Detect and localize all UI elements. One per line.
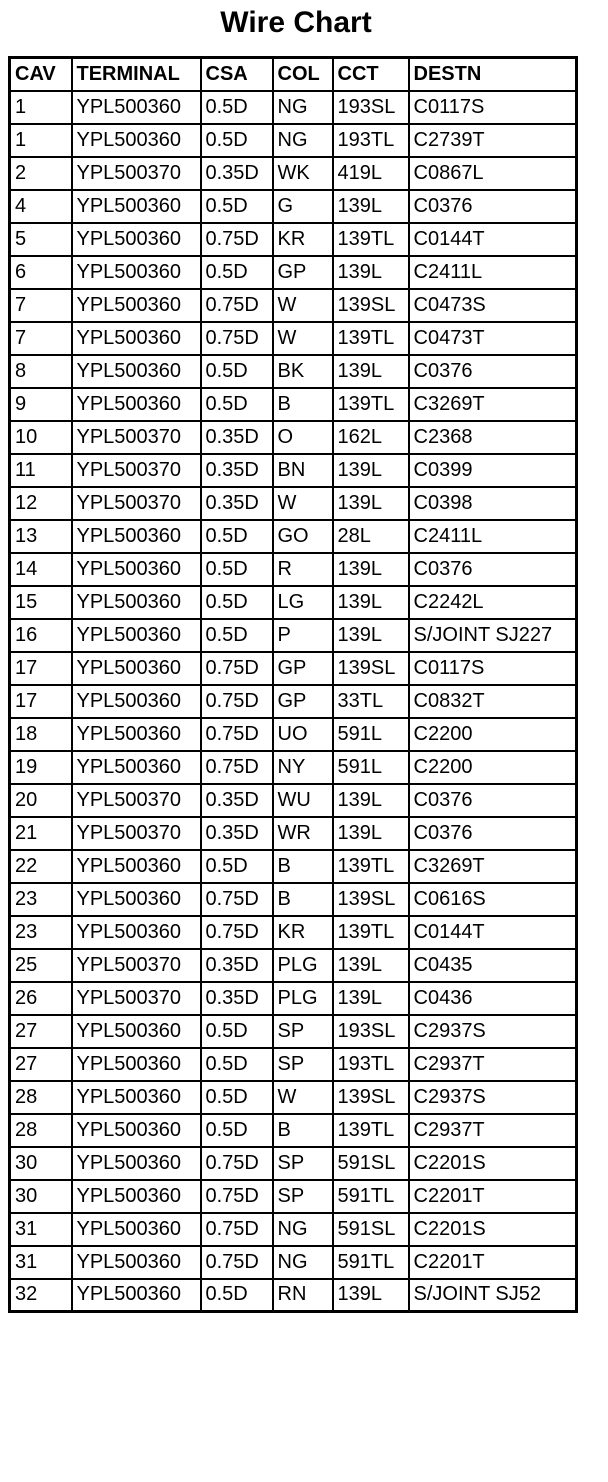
table-row — [10, 1081, 577, 1114]
terminal-cell: YPL500360 — [72, 586, 201, 619]
cav-cell: 12 — [10, 487, 72, 520]
cct-cell: 193TL — [333, 124, 409, 157]
col-cell: GP — [273, 256, 333, 289]
cct-cell: 591SL — [333, 1147, 409, 1180]
cct-cell: 139L — [333, 817, 409, 850]
terminal-cell: YPL500360 — [72, 1147, 201, 1180]
csa-cell: 0.75D — [201, 718, 273, 751]
cav-cell: 6 — [10, 256, 72, 289]
terminal-cell: YPL500360 — [72, 883, 201, 916]
page-title: Wire Chart — [220, 6, 372, 39]
cav-cell: 23 — [10, 883, 72, 916]
table-row — [10, 718, 577, 751]
csa-cell: 0.5D — [201, 586, 273, 619]
destn-cell: C2937S — [409, 1015, 577, 1048]
csa-cell: 0.75D — [201, 883, 273, 916]
csa-cell: 0.75D — [201, 751, 273, 784]
destn-cell: C0473S — [409, 289, 577, 322]
cct-cell: 139L — [333, 487, 409, 520]
destn-cell: C0832T — [409, 685, 577, 718]
cct-cell: 139TL — [333, 388, 409, 421]
csa-cell: 0.5D — [201, 91, 273, 124]
terminal-cell: YPL500360 — [72, 289, 201, 322]
csa-cell: 0.5D — [201, 520, 273, 553]
cav-cell: 26 — [10, 982, 72, 1015]
cct-cell: 139L — [333, 454, 409, 487]
destn-cell: C0376 — [409, 355, 577, 388]
cct-cell: 139L — [333, 355, 409, 388]
csa-cell: 0.5D — [201, 256, 273, 289]
terminal-cell: YPL500360 — [72, 652, 201, 685]
destn-cell: C0398 — [409, 487, 577, 520]
cav-cell: 31 — [10, 1246, 72, 1279]
table-row — [10, 487, 577, 520]
col-cell: WK — [273, 157, 333, 190]
destn-cell: C0435 — [409, 949, 577, 982]
cav-cell: 25 — [10, 949, 72, 982]
csa-cell: 0.75D — [201, 1180, 273, 1213]
table-row — [10, 223, 577, 256]
terminal-cell: YPL500360 — [72, 1048, 201, 1081]
destn-cell: C0376 — [409, 817, 577, 850]
csa-cell: 0.35D — [201, 157, 273, 190]
cct-cell: 193TL — [333, 1048, 409, 1081]
destn-cell: C3269T — [409, 850, 577, 883]
csa-cell: 0.35D — [201, 817, 273, 850]
cct-cell: 139L — [333, 949, 409, 982]
csa-cell: 0.5D — [201, 124, 273, 157]
destn-cell: C0144T — [409, 916, 577, 949]
col-cell: W — [273, 1081, 333, 1114]
table-row — [10, 1114, 577, 1147]
cct-cell: 193SL — [333, 91, 409, 124]
terminal-cell: YPL500360 — [72, 256, 201, 289]
csa-cell: 0.5D — [201, 1279, 273, 1312]
col-cell: B — [273, 1114, 333, 1147]
col-cell: P — [273, 619, 333, 652]
csa-cell: 0.5D — [201, 190, 273, 223]
table-row — [10, 619, 577, 652]
col-cell: NG — [273, 1213, 333, 1246]
table-row — [10, 982, 577, 1015]
cct-cell: 591SL — [333, 1213, 409, 1246]
destn-cell: C0117S — [409, 91, 577, 124]
col-cell: GP — [273, 652, 333, 685]
col-cell: B — [273, 883, 333, 916]
cav-cell: 15 — [10, 586, 72, 619]
cav-cell: 10 — [10, 421, 72, 454]
table-row — [10, 1015, 577, 1048]
cav-cell: 1 — [10, 91, 72, 124]
cct-cell: 139L — [333, 982, 409, 1015]
terminal-cell: YPL500360 — [72, 916, 201, 949]
cav-cell: 31 — [10, 1213, 72, 1246]
cct-cell: 139L — [333, 1279, 409, 1312]
table-row — [10, 91, 577, 124]
terminal-cell: YPL500360 — [72, 1114, 201, 1147]
terminal-cell: YPL500360 — [72, 619, 201, 652]
table-row — [10, 883, 577, 916]
table-row — [10, 1180, 577, 1213]
table-row — [10, 916, 577, 949]
wire-chart-table — [8, 56, 578, 1313]
terminal-cell: YPL500370 — [72, 817, 201, 850]
table-row — [10, 454, 577, 487]
cav-cell: 2 — [10, 157, 72, 190]
table-row — [10, 817, 577, 850]
cav-cell: 18 — [10, 718, 72, 751]
terminal-cell: YPL500370 — [72, 784, 201, 817]
cct-cell: 139L — [333, 619, 409, 652]
cct-cell: 591TL — [333, 1180, 409, 1213]
table-row — [10, 388, 577, 421]
col-cell: NY — [273, 751, 333, 784]
col-cell: RN — [273, 1279, 333, 1312]
terminal-cell: YPL500360 — [72, 718, 201, 751]
destn-cell: C2937T — [409, 1048, 577, 1081]
csa-cell: 0.35D — [201, 784, 273, 817]
col-cell: UO — [273, 718, 333, 751]
terminal-cell: YPL500370 — [72, 949, 201, 982]
cct-cell: 139SL — [333, 883, 409, 916]
cct-cell: 139TL — [333, 916, 409, 949]
cav-cell: 20 — [10, 784, 72, 817]
terminal-cell: YPL500360 — [72, 1279, 201, 1312]
cav-cell: 17 — [10, 685, 72, 718]
table-row — [10, 289, 577, 322]
col-cell: SP — [273, 1048, 333, 1081]
col-cell: NG — [273, 91, 333, 124]
destn-cell: C0616S — [409, 883, 577, 916]
cct-cell: 139SL — [333, 652, 409, 685]
csa-cell: 0.75D — [201, 223, 273, 256]
csa-cell: 0.75D — [201, 1147, 273, 1180]
cav-cell: 22 — [10, 850, 72, 883]
cav-cell: 28 — [10, 1114, 72, 1147]
terminal-cell: YPL500370 — [72, 454, 201, 487]
cct-cell: 419L — [333, 157, 409, 190]
csa-cell: 0.5D — [201, 388, 273, 421]
terminal-cell: YPL500360 — [72, 553, 201, 586]
cct-cell: 193SL — [333, 1015, 409, 1048]
table-row — [10, 949, 577, 982]
table-row — [10, 652, 577, 685]
col-cell: LG — [273, 586, 333, 619]
col-cell: W — [273, 289, 333, 322]
header-cct: CCT — [333, 58, 409, 91]
table-row — [10, 256, 577, 289]
table-row — [10, 1048, 577, 1081]
cav-cell: 7 — [10, 322, 72, 355]
terminal-cell: YPL500360 — [72, 91, 201, 124]
table-body — [10, 91, 577, 1312]
csa-cell: 0.75D — [201, 1246, 273, 1279]
destn-cell: C2739T — [409, 124, 577, 157]
col-cell: KR — [273, 223, 333, 256]
destn-cell: S/JOINT SJ227 — [409, 619, 577, 652]
table-row — [10, 1246, 577, 1279]
destn-cell: C0376 — [409, 784, 577, 817]
table-row — [10, 190, 577, 223]
terminal-cell: YPL500360 — [72, 1213, 201, 1246]
cav-cell: 28 — [10, 1081, 72, 1114]
terminal-cell: YPL500360 — [72, 355, 201, 388]
destn-cell: C3269T — [409, 388, 577, 421]
terminal-cell: YPL500360 — [72, 223, 201, 256]
csa-cell: 0.75D — [201, 289, 273, 322]
col-cell: B — [273, 388, 333, 421]
destn-cell: C2201T — [409, 1246, 577, 1279]
cav-cell: 17 — [10, 652, 72, 685]
destn-cell: C0473T — [409, 322, 577, 355]
table-row — [10, 421, 577, 454]
cav-cell: 23 — [10, 916, 72, 949]
col-cell: WU — [273, 784, 333, 817]
cct-cell: 139SL — [333, 289, 409, 322]
csa-cell: 0.5D — [201, 553, 273, 586]
terminal-cell: YPL500360 — [72, 388, 201, 421]
destn-cell: S/JOINT SJ52 — [409, 1279, 577, 1312]
destn-cell: C2242L — [409, 586, 577, 619]
destn-cell: C2201S — [409, 1147, 577, 1180]
terminal-cell: YPL500360 — [72, 685, 201, 718]
col-cell: O — [273, 421, 333, 454]
table-row — [10, 1147, 577, 1180]
cct-cell: 139L — [333, 190, 409, 223]
csa-cell: 0.5D — [201, 1114, 273, 1147]
header-col: COL — [273, 58, 333, 91]
cav-cell: 19 — [10, 751, 72, 784]
header-cav: CAV — [10, 58, 72, 91]
cct-cell: 139TL — [333, 322, 409, 355]
cav-cell: 27 — [10, 1015, 72, 1048]
table-row — [10, 322, 577, 355]
cav-cell: 21 — [10, 817, 72, 850]
csa-cell: 0.35D — [201, 421, 273, 454]
csa-cell: 0.75D — [201, 652, 273, 685]
destn-cell: C2201S — [409, 1213, 577, 1246]
terminal-cell: YPL500360 — [72, 322, 201, 355]
csa-cell: 0.35D — [201, 949, 273, 982]
destn-cell: C0399 — [409, 454, 577, 487]
terminal-cell: YPL500360 — [72, 520, 201, 553]
cct-cell: 28L — [333, 520, 409, 553]
table-row — [10, 685, 577, 718]
table-row — [10, 850, 577, 883]
cct-cell: 139SL — [333, 1081, 409, 1114]
header-csa: CSA — [201, 58, 273, 91]
col-cell: SP — [273, 1147, 333, 1180]
table-row — [10, 784, 577, 817]
csa-cell: 0.75D — [201, 1213, 273, 1246]
col-cell: W — [273, 322, 333, 355]
csa-cell: 0.35D — [201, 487, 273, 520]
terminal-cell: YPL500360 — [72, 850, 201, 883]
col-cell: SP — [273, 1015, 333, 1048]
col-cell: NG — [273, 124, 333, 157]
table-row — [10, 1213, 577, 1246]
cav-cell: 30 — [10, 1180, 72, 1213]
destn-cell: C2411L — [409, 520, 577, 553]
cct-cell: 33TL — [333, 685, 409, 718]
cav-cell: 30 — [10, 1147, 72, 1180]
csa-cell: 0.75D — [201, 322, 273, 355]
csa-cell: 0.5D — [201, 1048, 273, 1081]
csa-cell: 0.35D — [201, 454, 273, 487]
cct-cell: 162L — [333, 421, 409, 454]
destn-cell: C2368 — [409, 421, 577, 454]
table-row — [10, 355, 577, 388]
csa-cell: 0.5D — [201, 1015, 273, 1048]
terminal-cell: YPL500360 — [72, 1180, 201, 1213]
destn-cell: C0117S — [409, 652, 577, 685]
cct-cell: 139L — [333, 586, 409, 619]
cct-cell: 139TL — [333, 223, 409, 256]
terminal-cell: YPL500370 — [72, 157, 201, 190]
col-cell: W — [273, 487, 333, 520]
cav-cell: 4 — [10, 190, 72, 223]
cct-cell: 139TL — [333, 850, 409, 883]
cav-cell: 7 — [10, 289, 72, 322]
destn-cell: C0376 — [409, 190, 577, 223]
cct-cell: 139L — [333, 553, 409, 586]
col-cell: WR — [273, 817, 333, 850]
cav-cell: 14 — [10, 553, 72, 586]
terminal-cell: YPL500360 — [72, 1015, 201, 1048]
terminal-cell: YPL500360 — [72, 190, 201, 223]
csa-cell: 0.5D — [201, 1081, 273, 1114]
destn-cell: C0867L — [409, 157, 577, 190]
csa-cell: 0.75D — [201, 916, 273, 949]
table-header-row — [10, 58, 577, 91]
csa-cell: 0.5D — [201, 355, 273, 388]
cav-cell: 13 — [10, 520, 72, 553]
cav-cell: 16 — [10, 619, 72, 652]
destn-cell: C2411L — [409, 256, 577, 289]
destn-cell: C0436 — [409, 982, 577, 1015]
cav-cell: 9 — [10, 388, 72, 421]
table-row — [10, 520, 577, 553]
col-cell: PLG — [273, 982, 333, 1015]
table-row — [10, 586, 577, 619]
col-cell: B — [273, 850, 333, 883]
table-row — [10, 124, 577, 157]
terminal-cell: YPL500370 — [72, 487, 201, 520]
col-cell: BN — [273, 454, 333, 487]
terminal-cell: YPL500360 — [72, 124, 201, 157]
cct-cell: 139L — [333, 784, 409, 817]
cct-cell: 591L — [333, 718, 409, 751]
table-row — [10, 751, 577, 784]
table-row — [10, 157, 577, 190]
csa-cell: 0.75D — [201, 685, 273, 718]
table-row — [10, 1279, 577, 1312]
col-cell: BK — [273, 355, 333, 388]
cav-cell: 8 — [10, 355, 72, 388]
destn-cell: C2201T — [409, 1180, 577, 1213]
terminal-cell: YPL500370 — [72, 982, 201, 1015]
destn-cell: C0144T — [409, 223, 577, 256]
destn-cell: C2200 — [409, 718, 577, 751]
terminal-cell: YPL500360 — [72, 1081, 201, 1114]
cav-cell: 5 — [10, 223, 72, 256]
table-row — [10, 553, 577, 586]
cav-cell: 27 — [10, 1048, 72, 1081]
destn-cell: C2937T — [409, 1114, 577, 1147]
terminal-cell: YPL500360 — [72, 751, 201, 784]
col-cell: SP — [273, 1180, 333, 1213]
csa-cell: 0.5D — [201, 619, 273, 652]
cct-cell: 591TL — [333, 1246, 409, 1279]
terminal-cell: YPL500360 — [72, 1246, 201, 1279]
destn-cell: C0376 — [409, 553, 577, 586]
header-terminal: TERMINAL — [72, 58, 201, 91]
cav-cell: 1 — [10, 124, 72, 157]
destn-cell: C2937S — [409, 1081, 577, 1114]
col-cell: KR — [273, 916, 333, 949]
terminal-cell: YPL500370 — [72, 421, 201, 454]
csa-cell: 0.35D — [201, 982, 273, 1015]
cav-cell: 32 — [10, 1279, 72, 1312]
cct-cell: 139TL — [333, 1114, 409, 1147]
cct-cell: 591L — [333, 751, 409, 784]
col-cell: GP — [273, 685, 333, 718]
csa-cell: 0.5D — [201, 850, 273, 883]
cav-cell: 11 — [10, 454, 72, 487]
header-destn: DESTN — [409, 58, 577, 91]
destn-cell: C2200 — [409, 751, 577, 784]
col-cell: PLG — [273, 949, 333, 982]
col-cell: G — [273, 190, 333, 223]
col-cell: R — [273, 553, 333, 586]
col-cell: GO — [273, 520, 333, 553]
cct-cell: 139L — [333, 256, 409, 289]
col-cell: NG — [273, 1246, 333, 1279]
